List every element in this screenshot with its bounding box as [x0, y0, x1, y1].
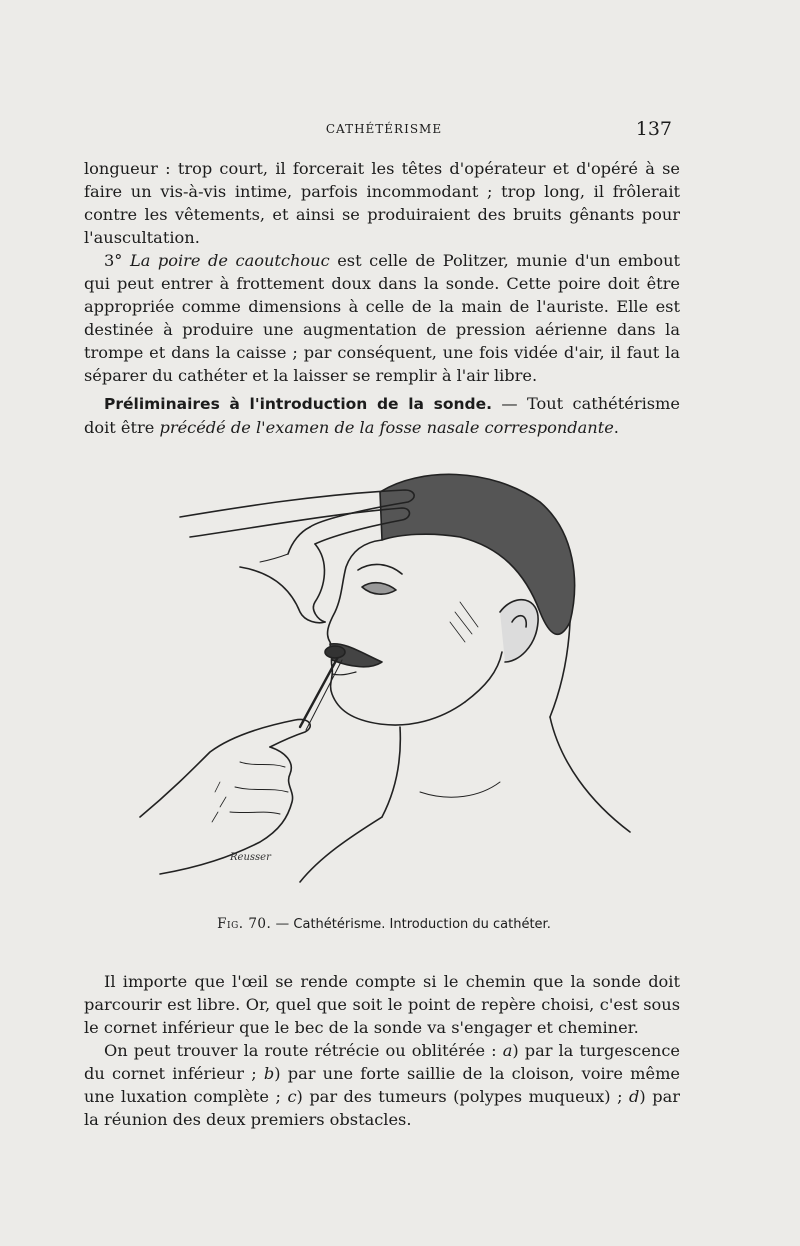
figure-caption	[84, 916, 684, 932]
figure-title: Cathétérisme. Introduction du cathéter.	[293, 917, 551, 932]
list-letter-a: a	[502, 1041, 513, 1060]
section-dash: —	[492, 394, 527, 413]
paragraph-poire	[84, 249, 680, 387]
section-text: Tout cathétérisme doit être	[84, 394, 680, 437]
paragraph-route	[84, 1039, 680, 1131]
text-block-top	[84, 157, 680, 387]
text-block-bottom	[84, 970, 680, 1131]
list-letter-c: c	[287, 1087, 297, 1106]
route-text-b: ) par la turgescence du cornet inférieur ;	[84, 1041, 680, 1083]
italic-term: La poire de caoutchouc	[129, 251, 330, 270]
route-text-d: ) par des tumeurs (polypes muqueux) ;	[296, 1087, 630, 1106]
catheterism-engraving	[120, 462, 640, 902]
page-number: 137	[635, 118, 672, 140]
route-text-a: On peut trouver la route rétrécie ou oblitérée :	[104, 1041, 503, 1060]
section-paragraph	[84, 392, 680, 439]
section-text-end: .	[613, 418, 619, 437]
figure-label: Fig. 70.	[217, 916, 272, 932]
list-letter-d: d	[629, 1087, 640, 1106]
paragraph-continued: longueur : trop court, il forcerait les têtes d'opérateur et d'opéré à se faire un vis-à-vis intime, parfois incommodant ; trop long, il frôlerait contre les vêtements, et ainsi se produiraient des bruits gênants pour l'auscultation.	[84, 159, 680, 247]
section-italic: précédé de l'examen de la fosse nasale correspondante	[159, 418, 614, 437]
page-header	[84, 118, 684, 142]
list-number: 3°	[104, 251, 123, 270]
figure-illustration	[120, 462, 640, 902]
list-letter-b: b	[263, 1064, 275, 1083]
section-title: Préliminaires à l'introduction de la sonde.	[104, 395, 492, 413]
route-text-e: ) par la réunion des deux premiers obstacles.	[84, 1087, 680, 1129]
paragraph-text: est celle de Politzer, munie d'un embout qui peut entrer à frottement doux dans la sonde. Cette poire doit être appropriée comme dimensions à celle de la main de l'auriste. Elle est destinée à produire une augmentation de pression aérienne dans la trompe et dans la caisse ; par conséquent, une fois vidée d'air, il faut la séparer du cathéter et la laisser se remplir à l'air libre.	[84, 251, 680, 385]
running-head: CATHÉTÉRISME	[325, 122, 443, 136]
route-text-c: ) par une forte saillie de la cloison, voire même une luxation complète ;	[84, 1064, 681, 1106]
section-preliminaires	[84, 392, 680, 439]
paragraph-oeil: Il importe que l'œil se rende compte si le chemin que la sonde doit parcourir est libre. Or, quel que soit le point de repère choisi, c'est sous le cornet inférieur que le bec de la sonde va s'engager et cheminer.	[84, 972, 680, 1037]
caption-dash: —	[271, 916, 294, 932]
engraver-signature: Reusser	[230, 852, 271, 863]
